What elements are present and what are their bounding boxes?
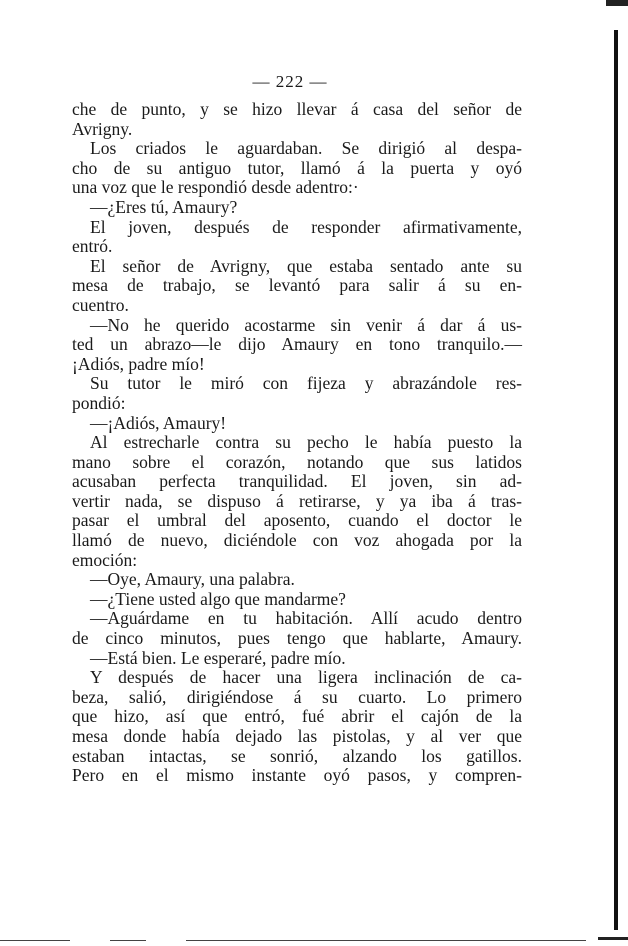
text-line: emoción: bbox=[72, 549, 138, 570]
text-line: pasar el umbral del aposento, cuando el doctor le bbox=[72, 510, 522, 531]
text-line: mesa de trabajo, se levantó para salir á su en- bbox=[72, 275, 522, 296]
text-line: pondió: bbox=[72, 392, 126, 413]
text-line: El señor de Avrigny, que estaba sentado ante su bbox=[90, 255, 522, 276]
text-line: —Oye, Amaury, una palabra. bbox=[90, 569, 295, 590]
text-line: ted un abrazo—le dijo Amaury en tono tranquilo.— bbox=[72, 334, 522, 355]
footer-rule-middle bbox=[110, 940, 146, 941]
text-line: cuentro. bbox=[72, 294, 129, 315]
text-line: mano sobre el corazón, notando que sus latidos bbox=[72, 451, 522, 472]
text-line: —¡Adiós, Amaury! bbox=[90, 412, 227, 433]
binding-top-mark bbox=[606, 0, 628, 6]
text-line: cho de su antiguo tutor, llamó á la puerta y oyó bbox=[72, 157, 522, 178]
text-line: llamó de nuevo, diciéndole con voz ahogada por la bbox=[72, 530, 522, 551]
text-line: Avrigny. bbox=[72, 118, 133, 139]
footer-rule-left bbox=[0, 940, 70, 941]
text-line: estaban intactas, se sonrió, alzando los gatillos. bbox=[72, 745, 522, 766]
text-line: ¡Adiós, padre mío! bbox=[72, 353, 205, 374]
text-line: —¿Tiene usted algo que mandarme? bbox=[90, 588, 346, 609]
footer-rule-right bbox=[186, 940, 586, 941]
text-line: de cinco minutos, pues tengo que hablarte, Amaury. bbox=[72, 628, 522, 649]
text-line: Los criados le aguardaban. Se dirigió al despa- bbox=[90, 138, 522, 159]
book-binding-edge bbox=[606, 0, 628, 946]
text-line: —No he querido acostarme sin venir á dar á us- bbox=[90, 314, 522, 335]
text-line: entró. bbox=[72, 236, 113, 257]
text-line: acusaban perfecta tranquilidad. El joven, sin ad- bbox=[72, 471, 522, 492]
text-line: Pero en el mismo instante oyó pasos, y compren- bbox=[72, 765, 522, 786]
page-number: — 222 — bbox=[252, 72, 328, 91]
text-line: —Aguárdame en tu habitación. Allí acudo dentro bbox=[90, 608, 522, 629]
text-line: che de punto, y se hizo llevar á casa del señor de bbox=[72, 99, 522, 119]
text-line: Su tutor le miró con fijeza y abrazándole res- bbox=[90, 373, 522, 394]
text-line: beza, salió, dirigiéndose á su cuarto. Lo primero bbox=[72, 686, 522, 707]
text-line: Y después de hacer una ligera inclinación de ca- bbox=[90, 667, 522, 688]
text-line: vertir nada, se dispuso á retirarse, y ya iba á tras- bbox=[72, 490, 522, 511]
body-text bbox=[72, 100, 522, 786]
text-line: Al estrecharle contra su pecho le había puesto la bbox=[90, 432, 522, 453]
text-line: —¿Eres tú, Amaury? bbox=[90, 196, 238, 217]
text-line: mesa donde había dejado las pistolas, y al ver que bbox=[72, 726, 522, 746]
binding-shadow-strip bbox=[614, 30, 618, 930]
text-line: que hizo, así que entró, fué abrir el cajón de la bbox=[72, 706, 522, 727]
binding-bottom-mark bbox=[598, 937, 628, 940]
text-line: El joven, después de responder afirmativamente, bbox=[90, 216, 522, 237]
text-line: una voz que le respondió desde adentro:· bbox=[72, 177, 359, 198]
text-line: —Está bien. Le esperaré, padre mío. bbox=[90, 647, 346, 668]
